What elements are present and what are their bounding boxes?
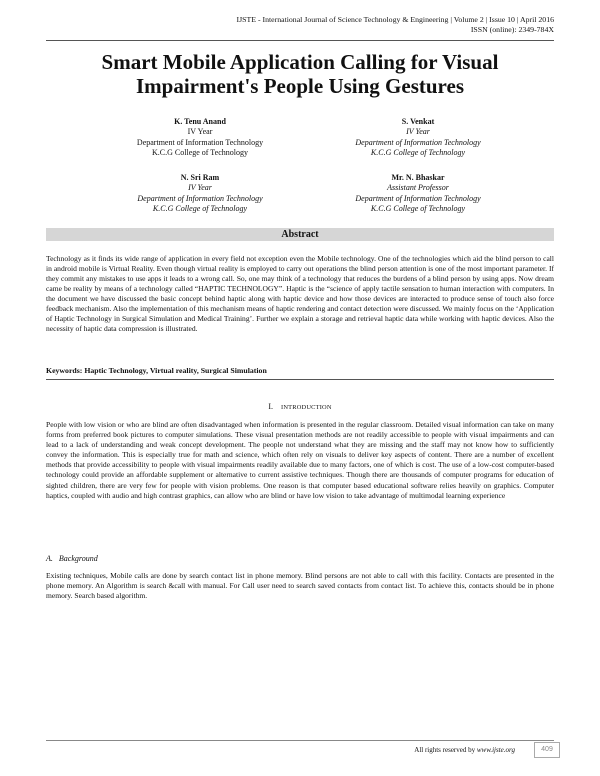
author-1 [100,117,300,158]
author-dept: Department of Information Technology [136,137,264,147]
author-name: K. Tenu Anand [174,117,226,126]
author-name: Mr. N. Bhaskar [391,173,445,182]
author-dept: Department of Information Technology [137,193,263,203]
author-2 [318,117,518,158]
abstract-heading: Abstract [46,228,554,241]
footer [414,746,515,755]
author-3 [100,173,300,214]
background-paragraph: Existing techniques, Mobile calls are done by search contact list in phone memory. Blind persons are not able to call with this facility. Contacts are presented in the phone memory. An Algorithm is search &call with manual. For Call user need to search saved contacts from contact list. To achieve this, contacts should be in phone memory. Search based algorithm. [46,571,554,601]
subsection-title: Background [58,554,98,563]
footer-rights: All rights reserved by [414,746,476,754]
author-role: Assistant Professor [387,183,449,193]
author-name: S. Venkat [401,117,435,126]
journal-header [237,15,554,35]
section-title: INTRODUCTION [280,404,332,411]
journal-line: IJSTE - International Journal of Science Technology & Engineering | Volume 2 | Issue 10 | April 2016 [236,15,554,24]
page-number: 409 [534,742,560,758]
author-role: IV Year [188,183,212,193]
issn: ISSN (online): 2349-784X [470,25,554,34]
author-dept: Department of Information Technology [355,193,481,203]
author-4 [318,173,518,214]
header-rule [46,40,554,41]
paper-title: Smart Mobile Application Calling for Visual Impairment's People Using Gestures [101,50,499,98]
footer-url[interactable]: www.ijste.org [476,746,515,754]
abstract-text: Technology as it finds its wide range of application in every field not exception even the Mobile technology. One of the technologies which aid the blind person to call in android mobile is Virtual Reality. Even though virtual reality is employed to carry out operations the blind person attention is one of the most important parameter. If they commit any mistakes to use apps it leads to a wrong call. So, one may think of a technology that reduces the burdens of a blind person by using apps. Now dream came be reality by means of a technology called “HAPTIC TECHNOLOGY”. Haptic is the “science of apply tactile sensation to human interaction with computers. In the document we have discussed the basic concept behind haptic along with haptic device and how those devices are interacted to produce sense of touch also force feedback mechanism. Also the implementation of this mechanism means of haptic rendering and contact detection were discussed. We mainly focus on the ‘Application of Haptic Technology in Surgical Simulation and Medical Training’. Further we explain a storage and retrieval haptic data while working with haptic devices. Also the necessity of haptic data compression is illustrated. [46,254,554,333]
footer-rule [46,740,554,741]
author-name: N. Sri Ram [180,173,220,182]
keywords: Keywords: Haptic Technology, Virtual reality, Surgical Simulation [46,366,267,375]
subsection-label: A. [46,554,53,563]
author-college: K.C.G College of Technology [370,147,466,157]
subsection-heading [46,554,98,564]
author-dept: Department of Information Technology [355,137,481,147]
intro-paragraph: People with low vision or who are blind are often disadvantaged when information is presented in the regular classroom. Detailed visual information can take on many forms from preferred book pictures to computer simulations. These visual presentation methods are not readily accessible to people with visual impairments and can lead to a lack of understanding and weak concept development. The people not understand what they are missing and the staff may not know how to sufficiently convey the information. This is especially true for math and science, which often rely on visuals to deliver key aspects of content. There are a number of excellent methods that provide accessibility to people with visual impairments readily available due to many factors, one of which is cost. The use of a low-cost computer-based technology could provide an affordable supplement or alternative to current assistive techniques. Though there are thousands of computer programs for education of sighted children, there are very few for people with vision problems. One reason is that computer based educational software relies heavily on graphics. Computer haptics, coupled with audio and high contrast graphics, can allow who are blind or have low vision to take advantage of multimodal learning experience [46,420,554,500]
author-role: IV Year [406,127,430,137]
author-role: IV Year [187,127,213,137]
section-heading [46,402,554,413]
author-college: K.C.G College of Technology [152,203,248,213]
author-college: K.C.G College of Technology [152,147,248,157]
section-number: I. [268,402,273,411]
abstract-rule [46,379,554,380]
author-college: K.C.G College of Technology [370,203,466,213]
